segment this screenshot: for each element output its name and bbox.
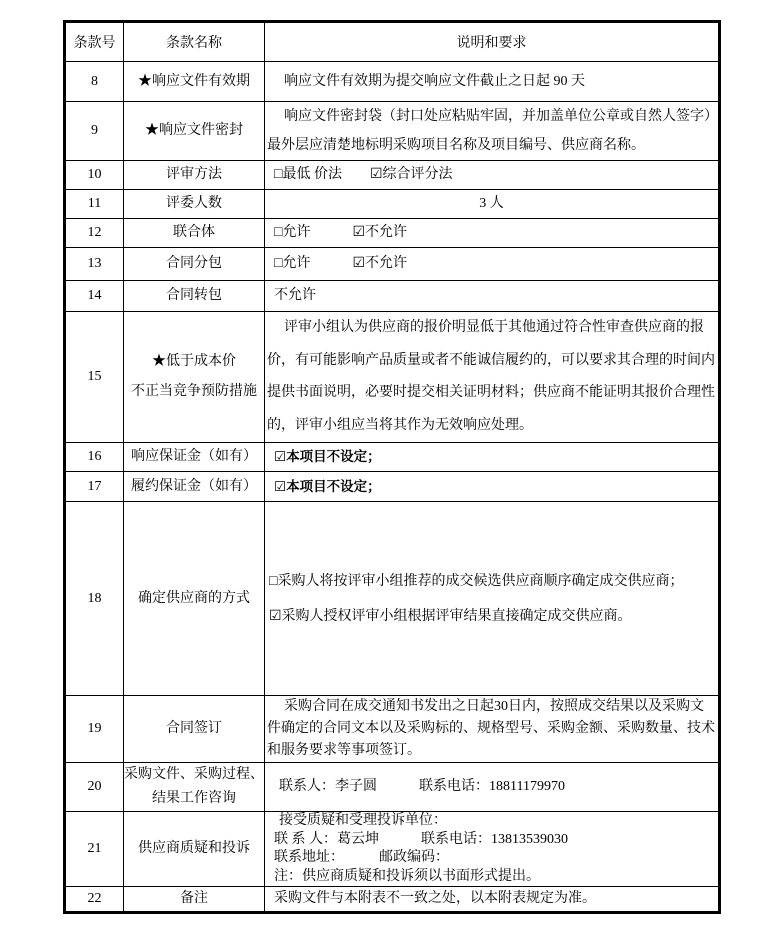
desc-line: 评审小组认为供应商的报价明显低于其他通过符合性审查供应商的报价，有可能影响产品质量或者不能诚信履约的，可以要求其合理的时间内提供书面说明，必要时提交相关证明材料；供应商不能证明其报价合理性的，评审小组应当将其作为无效响应处理。 xyxy=(267,320,715,433)
table-row xyxy=(65,763,720,812)
checkbox-option-line: □最低 价法 ☑综合评分法 xyxy=(274,167,453,182)
clause-no-cell: 18 xyxy=(65,502,124,696)
terms-table xyxy=(63,20,721,914)
clause-desc-cell xyxy=(265,62,720,102)
clause-desc-cell xyxy=(265,812,720,887)
desc-line: 采购合同在成交通知书发出之日起30日内，按照成交结果以及采购文件确定的合同文本以及采购标的、规格型号、采购金额、采购数量、技术和服务要求等事项签订。 xyxy=(267,699,715,758)
clause-name-line: 合同转包 xyxy=(166,288,222,303)
desc-line: 响应文件密封袋（封口处应粘贴牢固，并加盖单位公章或自然人签字）最外层应清楚地标明采购项目名称及项目编号、供应商名称。 xyxy=(267,109,711,153)
clause-name-cell xyxy=(124,887,265,913)
clause-desc-cell xyxy=(265,696,720,763)
checkbox-option-line: □采购人将按评审小组推荐的成交候选供应商顺序确定成交供应商； xyxy=(269,573,684,589)
desc-line: 不允许 xyxy=(274,288,316,303)
clause-name-line: 合同签订 xyxy=(166,721,222,736)
clause-name-cell xyxy=(124,472,265,502)
checkbox-option-line: ☑本项目不设定； xyxy=(274,449,381,464)
clause-name-line: 确定供应商的方式 xyxy=(138,590,250,606)
clause-name-line: 供应商质疑和投诉 xyxy=(138,841,250,856)
table-row xyxy=(65,102,720,161)
desc-line: 接受质疑和受理投诉单位： xyxy=(279,813,447,828)
clause-name-cell xyxy=(124,248,265,281)
clause-no-cell: 20 xyxy=(65,763,124,812)
clause-no-cell: 22 xyxy=(65,887,124,913)
clause-no-cell: 12 xyxy=(65,219,124,248)
desc-line: 联 系 人：葛云坤 联系电话：13813539030 xyxy=(274,831,568,847)
clause-name-cell xyxy=(124,102,265,161)
checkbox-option-line: □允许 ☑不允许 xyxy=(274,225,408,240)
clause-name-line: 联合体 xyxy=(173,225,215,240)
checkbox-option-line: ☑采购人授权评审小组根据评审结果直接确定成交供应商。 xyxy=(269,608,632,624)
table-row xyxy=(65,443,720,472)
header-clause-name: 条款名称 xyxy=(124,22,265,62)
clause-name-cell xyxy=(124,219,265,248)
checkbox-option-line: ☑本项目不设定； xyxy=(274,478,381,494)
clause-no-cell: 11 xyxy=(65,190,124,219)
table-row xyxy=(65,887,720,913)
clause-name-line: ★低于成本价 xyxy=(152,354,236,369)
clause-desc-cell xyxy=(265,248,720,281)
clause-no-cell: 9 xyxy=(65,102,124,161)
clause-desc-cell xyxy=(265,763,720,812)
clause-no-cell: 15 xyxy=(65,312,124,443)
clause-no-cell: 13 xyxy=(65,248,124,281)
clause-name-cell xyxy=(124,763,265,812)
clause-name-line: 评委人数 xyxy=(166,196,222,211)
table-row xyxy=(65,248,720,281)
clause-name-line: 不正当竞争预防措施 xyxy=(131,384,257,399)
clause-name-line: 备注 xyxy=(180,891,208,906)
clause-no-cell: 8 xyxy=(65,62,124,102)
clause-name-line: 评审方法 xyxy=(166,167,222,182)
desc-line: 响应文件有效期为提交响应文件截止之日起 90 天 xyxy=(284,73,585,89)
clause-desc-cell xyxy=(265,312,720,443)
desc-line: 联系地址： 邮政编码： xyxy=(274,850,449,865)
table-row xyxy=(65,281,720,312)
clause-no-cell: 21 xyxy=(65,812,124,887)
clause-name-cell xyxy=(124,812,265,887)
table-row xyxy=(65,161,720,190)
table-body xyxy=(65,62,720,913)
clause-name-cell xyxy=(124,161,265,190)
clause-name-line: 履约保证金（如有） xyxy=(131,478,257,494)
clause-name-cell xyxy=(124,62,265,102)
clause-no-cell: 19 xyxy=(65,696,124,763)
table-row xyxy=(65,472,720,502)
clause-name-cell xyxy=(124,190,265,219)
clause-name-cell xyxy=(124,312,265,443)
header-description: 说明和要求 xyxy=(265,22,720,62)
table-row xyxy=(65,219,720,248)
table-row xyxy=(65,312,720,443)
desc-line: 3 人 xyxy=(479,196,504,211)
clause-desc-cell xyxy=(265,190,720,219)
clause-name-cell xyxy=(124,502,265,696)
clause-no-cell: 16 xyxy=(65,443,124,472)
clause-name-line: ★响应文件密封 xyxy=(145,123,243,138)
clause-name-line: ★响应文件有效期 xyxy=(138,73,250,89)
clause-name-line: 合同分包 xyxy=(166,256,222,271)
desc-line: 联系人：李子圆 联系电话：18811179970 xyxy=(279,779,565,794)
clause-name-line: 结果工作咨询 xyxy=(152,791,236,806)
clause-desc-cell xyxy=(265,281,720,312)
clause-name-line: 响应保证金（如有） xyxy=(131,449,257,464)
clause-no-cell: 10 xyxy=(65,161,124,190)
header-clause-no: 条款号 xyxy=(65,22,124,62)
header-row xyxy=(65,22,720,62)
clause-desc-cell xyxy=(265,443,720,472)
desc-line: 采购文件与本附表不一致之处，以本附表规定为准。 xyxy=(274,891,596,906)
clause-desc-cell xyxy=(265,887,720,913)
clause-desc-cell xyxy=(265,102,720,161)
table-row xyxy=(65,812,720,887)
clause-desc-cell xyxy=(265,161,720,190)
table-row xyxy=(65,62,720,102)
table-row xyxy=(65,190,720,219)
clause-name-cell xyxy=(124,696,265,763)
clause-no-cell: 17 xyxy=(65,472,124,502)
table-row xyxy=(65,696,720,763)
clause-name-cell xyxy=(124,443,265,472)
clause-desc-cell xyxy=(265,502,720,696)
clause-no-cell: 14 xyxy=(65,281,124,312)
desc-line: 注：供应商质疑和投诉须以书面形式提出。 xyxy=(274,868,540,884)
checkbox-option-line: □允许 ☑不允许 xyxy=(274,256,408,271)
clause-desc-cell xyxy=(265,472,720,502)
table-row xyxy=(65,502,720,696)
clause-name-line: 采购文件、采购过程、 xyxy=(124,767,264,782)
clause-desc-cell xyxy=(265,219,720,248)
clause-name-cell xyxy=(124,281,265,312)
